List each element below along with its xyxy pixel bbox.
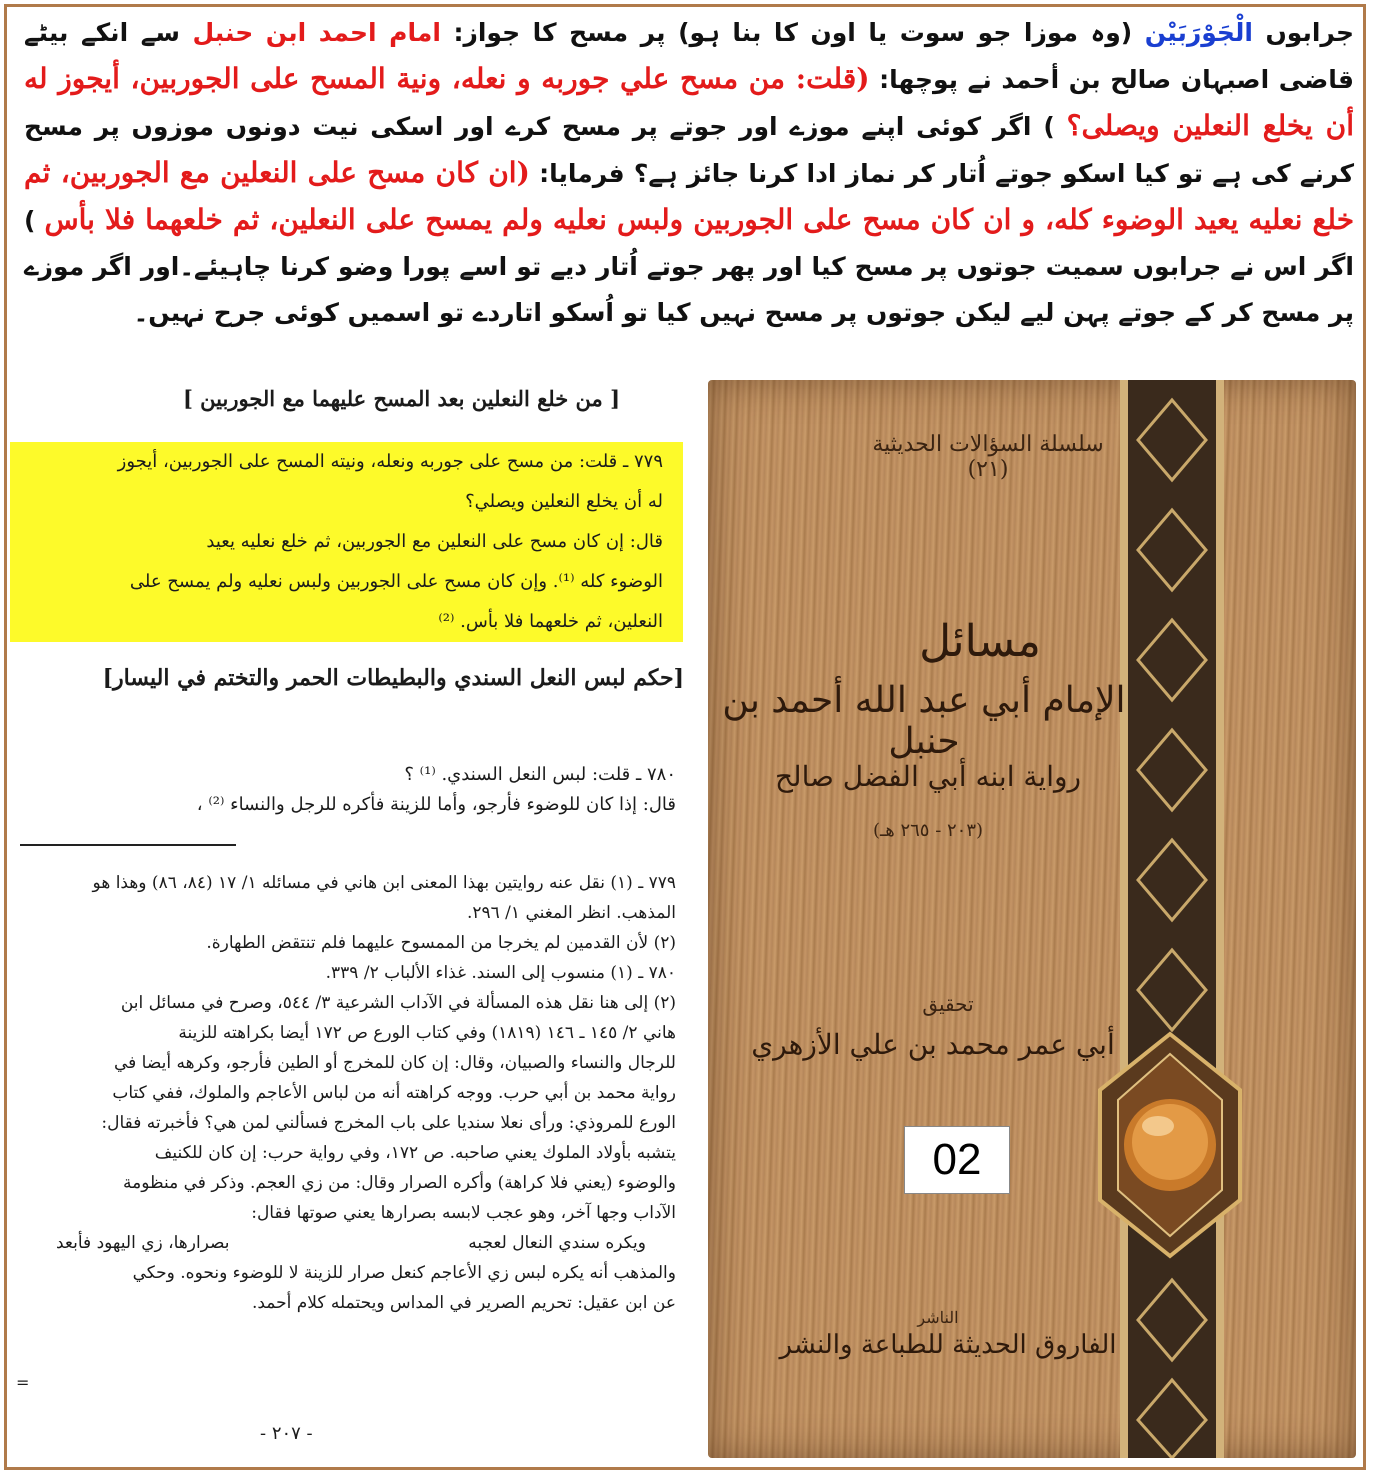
tahqiq-label: تحقيق	[922, 992, 974, 1016]
highlight-line: له أن يخلع النعلين ويصلي؟	[465, 491, 663, 512]
arabic-question: من مسح علي جوربه و نعله، ونية المسح على الجوربين، أيجوز له أن يخلع النعلين ويصلى؟	[24, 62, 1354, 142]
ornamental-strip	[1120, 380, 1224, 1458]
diamond-ornament-icon	[1138, 840, 1206, 920]
footnote-line: للرجال والنساء والصبيان، وقال: إن كان للمخرج أو الطين فأرجو، وكرهه أيضا في	[113, 1053, 676, 1073]
poem-verse	[26, 1228, 676, 1258]
series-title: سلسلة السؤالات الحديثية (٢١)	[872, 432, 1104, 482]
medallion-icon	[1090, 1030, 1250, 1260]
diamond-ornament-icon	[1138, 1380, 1206, 1458]
qultu-label: (قلت:	[785, 62, 870, 95]
highlight-line: النعلين، ثم خلعهما فلا بأس. ⁽²⁾	[438, 611, 663, 632]
footnote-line: الورع للمروذي: ورأى نعلا سنديا على باب المخرج فسألني لمن هي؟ فأخبرته فقال:	[101, 1113, 676, 1133]
highlight-line: قال: إن كان مسح على النعلين مع الجوربين، ثم خلع نعليه يعيد	[206, 531, 663, 552]
diamond-ornament-icon	[1138, 620, 1206, 700]
answer-line: قال: إذا كان للوضوء فأرجو، وأما للزينة فأكره للرجل والنساء ⁽²⁾ ،	[196, 794, 676, 815]
question-780	[26, 760, 676, 820]
cover-title-author: الإمام أبي عبد الله أحمد بن حنبل	[722, 680, 1126, 762]
footnote-line: يتشبه بأولاد الملوك يعني صاحبه. ص ١٧٢، وفي رواية حرب: إن كان للكنيف	[154, 1143, 676, 1163]
highlight-line: الوضوء كله ⁽¹⁾. وإن كان مسح على الجوربين ولبس نعليه ولم يمسح على	[129, 571, 663, 592]
chapter-heading-2: [حكم لبس النعل السندي والبطيطات الحمر والتختم في اليسار]	[102, 665, 684, 691]
footnote-line: والوضوء (يعني فلا كراهة) وأكره الصرار وقال: من زي العجم. وذكر في منظومة	[123, 1173, 676, 1193]
urdu-commentary	[24, 10, 1354, 336]
strip-ornament-icon	[1120, 380, 1224, 1458]
highlighted-passage	[10, 442, 683, 642]
imam-name: امام احمد ابن حنبل	[192, 18, 441, 47]
urdu-answer-translation: ) اگر اس نے جرابوں سمیت جوتوں پر مسح کیا اور پھر جوتے اُتار دیے تو اسے پورا وضو کرنا چاہیئے۔اور اگر موزے پر مسح کر کے جوتے پہن لیے لیکن جوتوں پر مسح نہیں کیا تو اُسکو اتاردے تو اسمیں کوئی جرح نہیں۔	[24, 206, 1354, 327]
cover-title-main: مسائل	[919, 616, 1041, 667]
footnote-line: ٧٨٠ ـ (١) منسوب إلى السند. غذاء الألباب ٢/ ٣٣٩.	[325, 963, 676, 983]
footnote-line: (٢) لأن القدمين لم يخرجا من الممسوح عليهما فلم تنتقض الطهارة.	[206, 933, 676, 953]
footnote-line: المذهب. انظر المغني ١/ ٢٩٦.	[466, 903, 676, 923]
verse-hemistich-1: ويكره سندي النعال لعجبه	[468, 1233, 646, 1253]
footnote-line: ٧٧٩ ـ (١) نقل عنه روايتين بهذا المعنى ابن هاني في مسائله ١/ ١٧ (٨٤، ٨٦) وهذا هو	[92, 873, 676, 893]
margin-mark: =	[16, 1373, 30, 1392]
footnote-line: عن ابن عقيل: تحريم الصرير في المداس ويحتمله كلام أحمد.	[251, 1293, 676, 1313]
diamond-ornament-icon	[1138, 510, 1206, 590]
footnote-divider	[20, 844, 236, 846]
cover-dates: (٢٠٣ - ٢٦٥ هـ)	[872, 820, 984, 841]
book-page-scan	[10, 378, 690, 1458]
editor-name: أبي عمر محمد بن علي الأزهري	[751, 1028, 1115, 1061]
footnote-line: رواية محمد بن أبي حرب. ووجه كراهته أنه من لباس الأعاجم والملوك، ففي كتاب	[112, 1083, 676, 1103]
footnote-line: والمذهب أنه يكره لبس زي الأعاجم كنعل صرار للزينة لا للوضوء ونحوه. وحكي	[132, 1263, 676, 1283]
urdu-definition: (وہ موزا جو سوت یا اون کا بنا ہو) پر مسح کا جواز:	[440, 18, 1145, 47]
footnotes	[26, 868, 676, 1318]
arabic-answer: (ان كان مسح على النعلين مع الجوربين، ثم خلع نعليه يعيد الوضوء كله، و ان كان مسح على الجوربين ولبس نعليه ولم يمسح على النعلين، ثم خلعهما فلا بأس	[24, 156, 1354, 236]
footnote-line: (٢) إلى هنا نقل هذه المسألة في الآداب الشرعية ٣/ ٥٤٤، وصرح في مسائل ابن	[120, 993, 676, 1013]
diamond-ornament-icon	[1138, 400, 1206, 480]
verse-hemistich-2: بصرارها، زي اليهود فأبعد	[56, 1233, 230, 1253]
page-number: - ٢٠٧ -	[260, 1423, 313, 1444]
highlight-line: ٧٧٩ ـ قلت: من مسح على جوربه ونعله، ونيته المسح على الجوربين، أيجوز	[117, 451, 663, 472]
publisher-label: الناشر	[917, 1308, 959, 1327]
urdu-question-translation: ) اگر کوئی اپنے موزے اور جوتے پر مسح کرے اور اسکی نیت دونوں موزوں پر مسح کرنے کی ہے تو کیا اسکو جوتے اُتار کر نماز ادا کرنا جائز ہے؟ فرمایا:	[24, 112, 1354, 188]
question-line: ٧٨٠ ـ قلت: لبس النعل السندي. ⁽¹⁾ ؟	[404, 764, 676, 785]
urdu-question-intro: سے انکے بیٹے قاضی اصبہان صالح بن أحمد نے پوچھا:	[24, 18, 1354, 94]
diamond-ornament-icon	[1138, 950, 1206, 1030]
chapter-heading-1: [ من خلع النعلين بعد المسح عليهما مع الجوربين ]	[182, 386, 620, 411]
diamond-ornament-icon	[1138, 730, 1206, 810]
cover-title-narrator: رواية ابنه أبي الفضل صالح	[774, 760, 1082, 793]
volume-label: 02	[904, 1126, 1010, 1194]
publisher-name: الفاروق الحديثة للطباعة والنشر	[779, 1330, 1117, 1360]
book-cover	[708, 380, 1356, 1458]
footnote-line: الآداب وجها آخر، وهو عجب لابسه بصرارها يعني صوتها فقال:	[251, 1203, 676, 1223]
footnote-line: هاني ٢/ ١٤٥ ـ ١٤٦ (١٨١٩) وفي كتاب الورع ص ١٧٢ أيضا بكراهته للزينة	[178, 1023, 676, 1043]
diamond-ornament-icon	[1138, 1280, 1206, 1360]
term-jawrabayn: الْجَوْرَبَيْن	[1144, 18, 1253, 47]
urdu-intro: جرابوں	[1252, 18, 1354, 47]
